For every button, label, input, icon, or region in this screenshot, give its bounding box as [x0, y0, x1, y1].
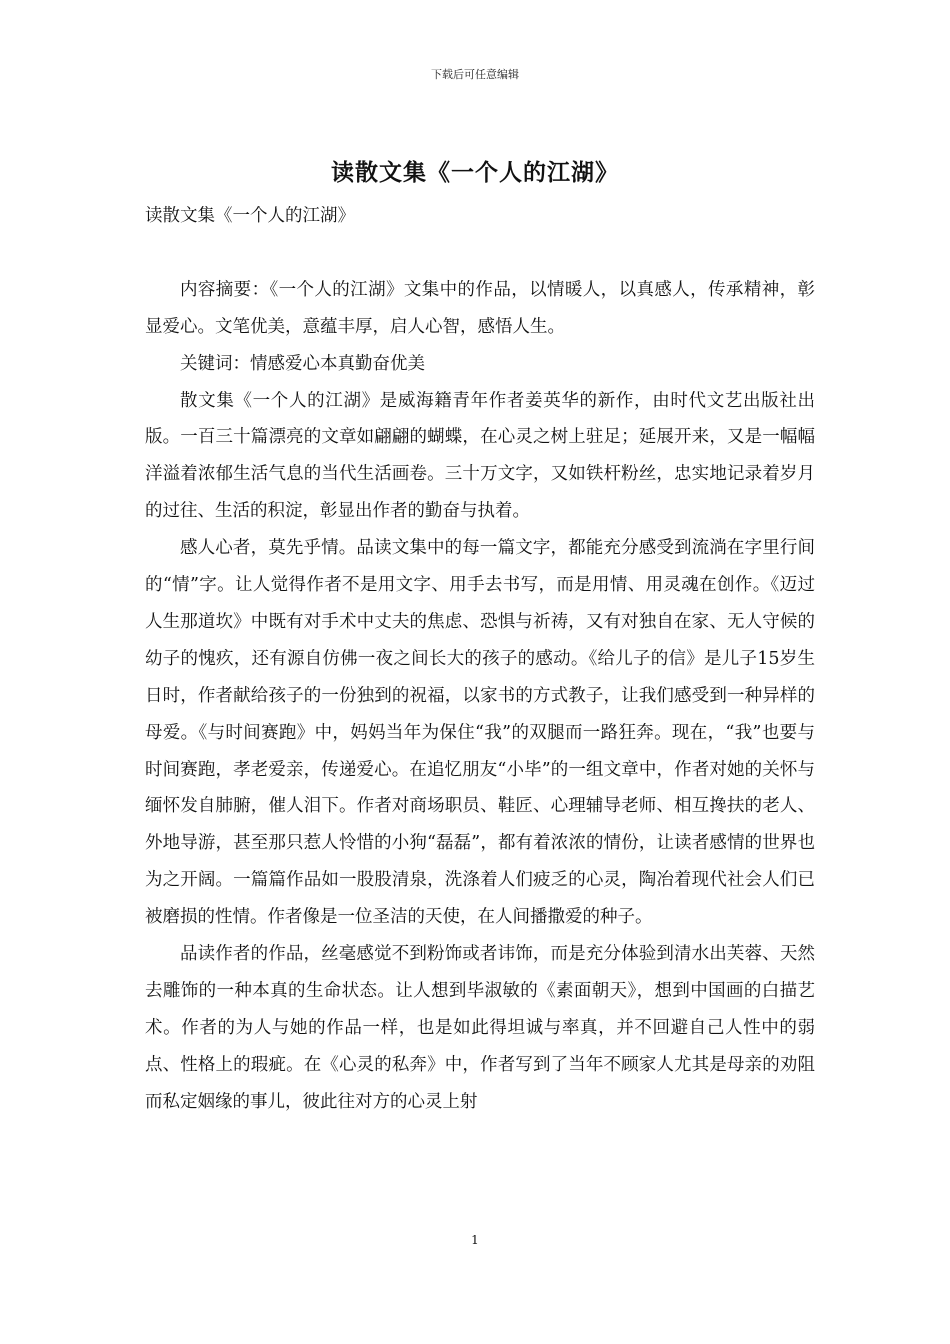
blank-line — [145, 235, 815, 272]
body-paragraph: 品读作者的作品，丝毫感觉不到粉饰或者讳饰，而是充分体验到清水出芙蓉、天然去雕饰的一种本真的生命状态。让人想到毕淑敏的《素面朝天》，想到中国画的白描艺术。作者的为人与她的作品一样，也是如此得坦诚与率真，并不回避自己人性中的弱点、性格上的瑕疵。在《心灵的私奔》中，作者写到了当年不顾家人尤其是母亲的劝阻而私定姻缘的事儿，彼此往对方的心灵上射 — [145, 944, 815, 1112]
document-body — [145, 198, 815, 1121]
body-paragraph: 感人心者，莫先乎情。品读文集中的每一篇文字，都能充分感受到流淌在字里行间的“情”字。让人觉得作者不是用文字、用手去书写，而是用情、用灵魂在创作。《迈过人生那道坎》中既有对手术中丈夫的焦虑、恐惧与祈祷，又有对独自在家、无人守候的幼子的愧疚，还有源自仿佛一夜之间长大的孩子的感动。《给儿子的信》是儿子15岁生日时，作者献给孩子的一份独到的祝福，以家书的方式教子，让我们感受到一种异样的母爱。《与时间赛跑》中，妈妈当年为保住“我”的双腿而一路狂奔。现在，“我”也要与时间赛跑，孝老爱亲，传递爱心。在追忆朋友“小毕”的一组文章中，作者对她的关怀与缅怀发自肺腑，催人泪下。作者对商场职员、鞋匠、心理辅导老师、相互搀扶的老人、外地导游，甚至那只惹人怜惜的小狗“磊磊”，都有着浓浓的情份，让读者感情的世界也为之开阔。一篇篇作品如一股股清泉，洗涤着人们疲乏的心灵，陶冶着现代社会人们已被磨损的性情。作者像是一位圣洁的天使，在人间播撒爱的种子。 — [145, 538, 815, 928]
document-subtitle: 读散文集《一个人的江湖》 — [145, 206, 355, 226]
page-number: 1 — [471, 1233, 479, 1247]
keywords-paragraph: 关键词：情感爱心本真勤奋优美 — [180, 353, 425, 374]
document-title: 读散文集《一个人的江湖》 — [331, 159, 619, 186]
header-note: 下载后可任意编辑 — [431, 68, 519, 81]
abstract-paragraph: 内容摘要：《一个人的江湖》文集中的作品，以情暖人，以真感人，传承精神，彰显爱心。文笔优美，意蕴丰厚，启人心智，感悟人生。 — [145, 279, 815, 337]
body-paragraph: 散文集《一个人的江湖》是威海籍青年作者姜英华的新作，由时代文艺出版社出版。一百三十篇漂亮的文章如翩翩的蝴蝶，在心灵之树上驻足；延展开来，又是一幅幅洋溢着浓郁生活气息的当代生活画卷。三十万文字，又如铁杆粉丝，忠实地记录着岁月的过往、生活的积淀，彰显出作者的勤奋与执着。 — [145, 390, 815, 522]
